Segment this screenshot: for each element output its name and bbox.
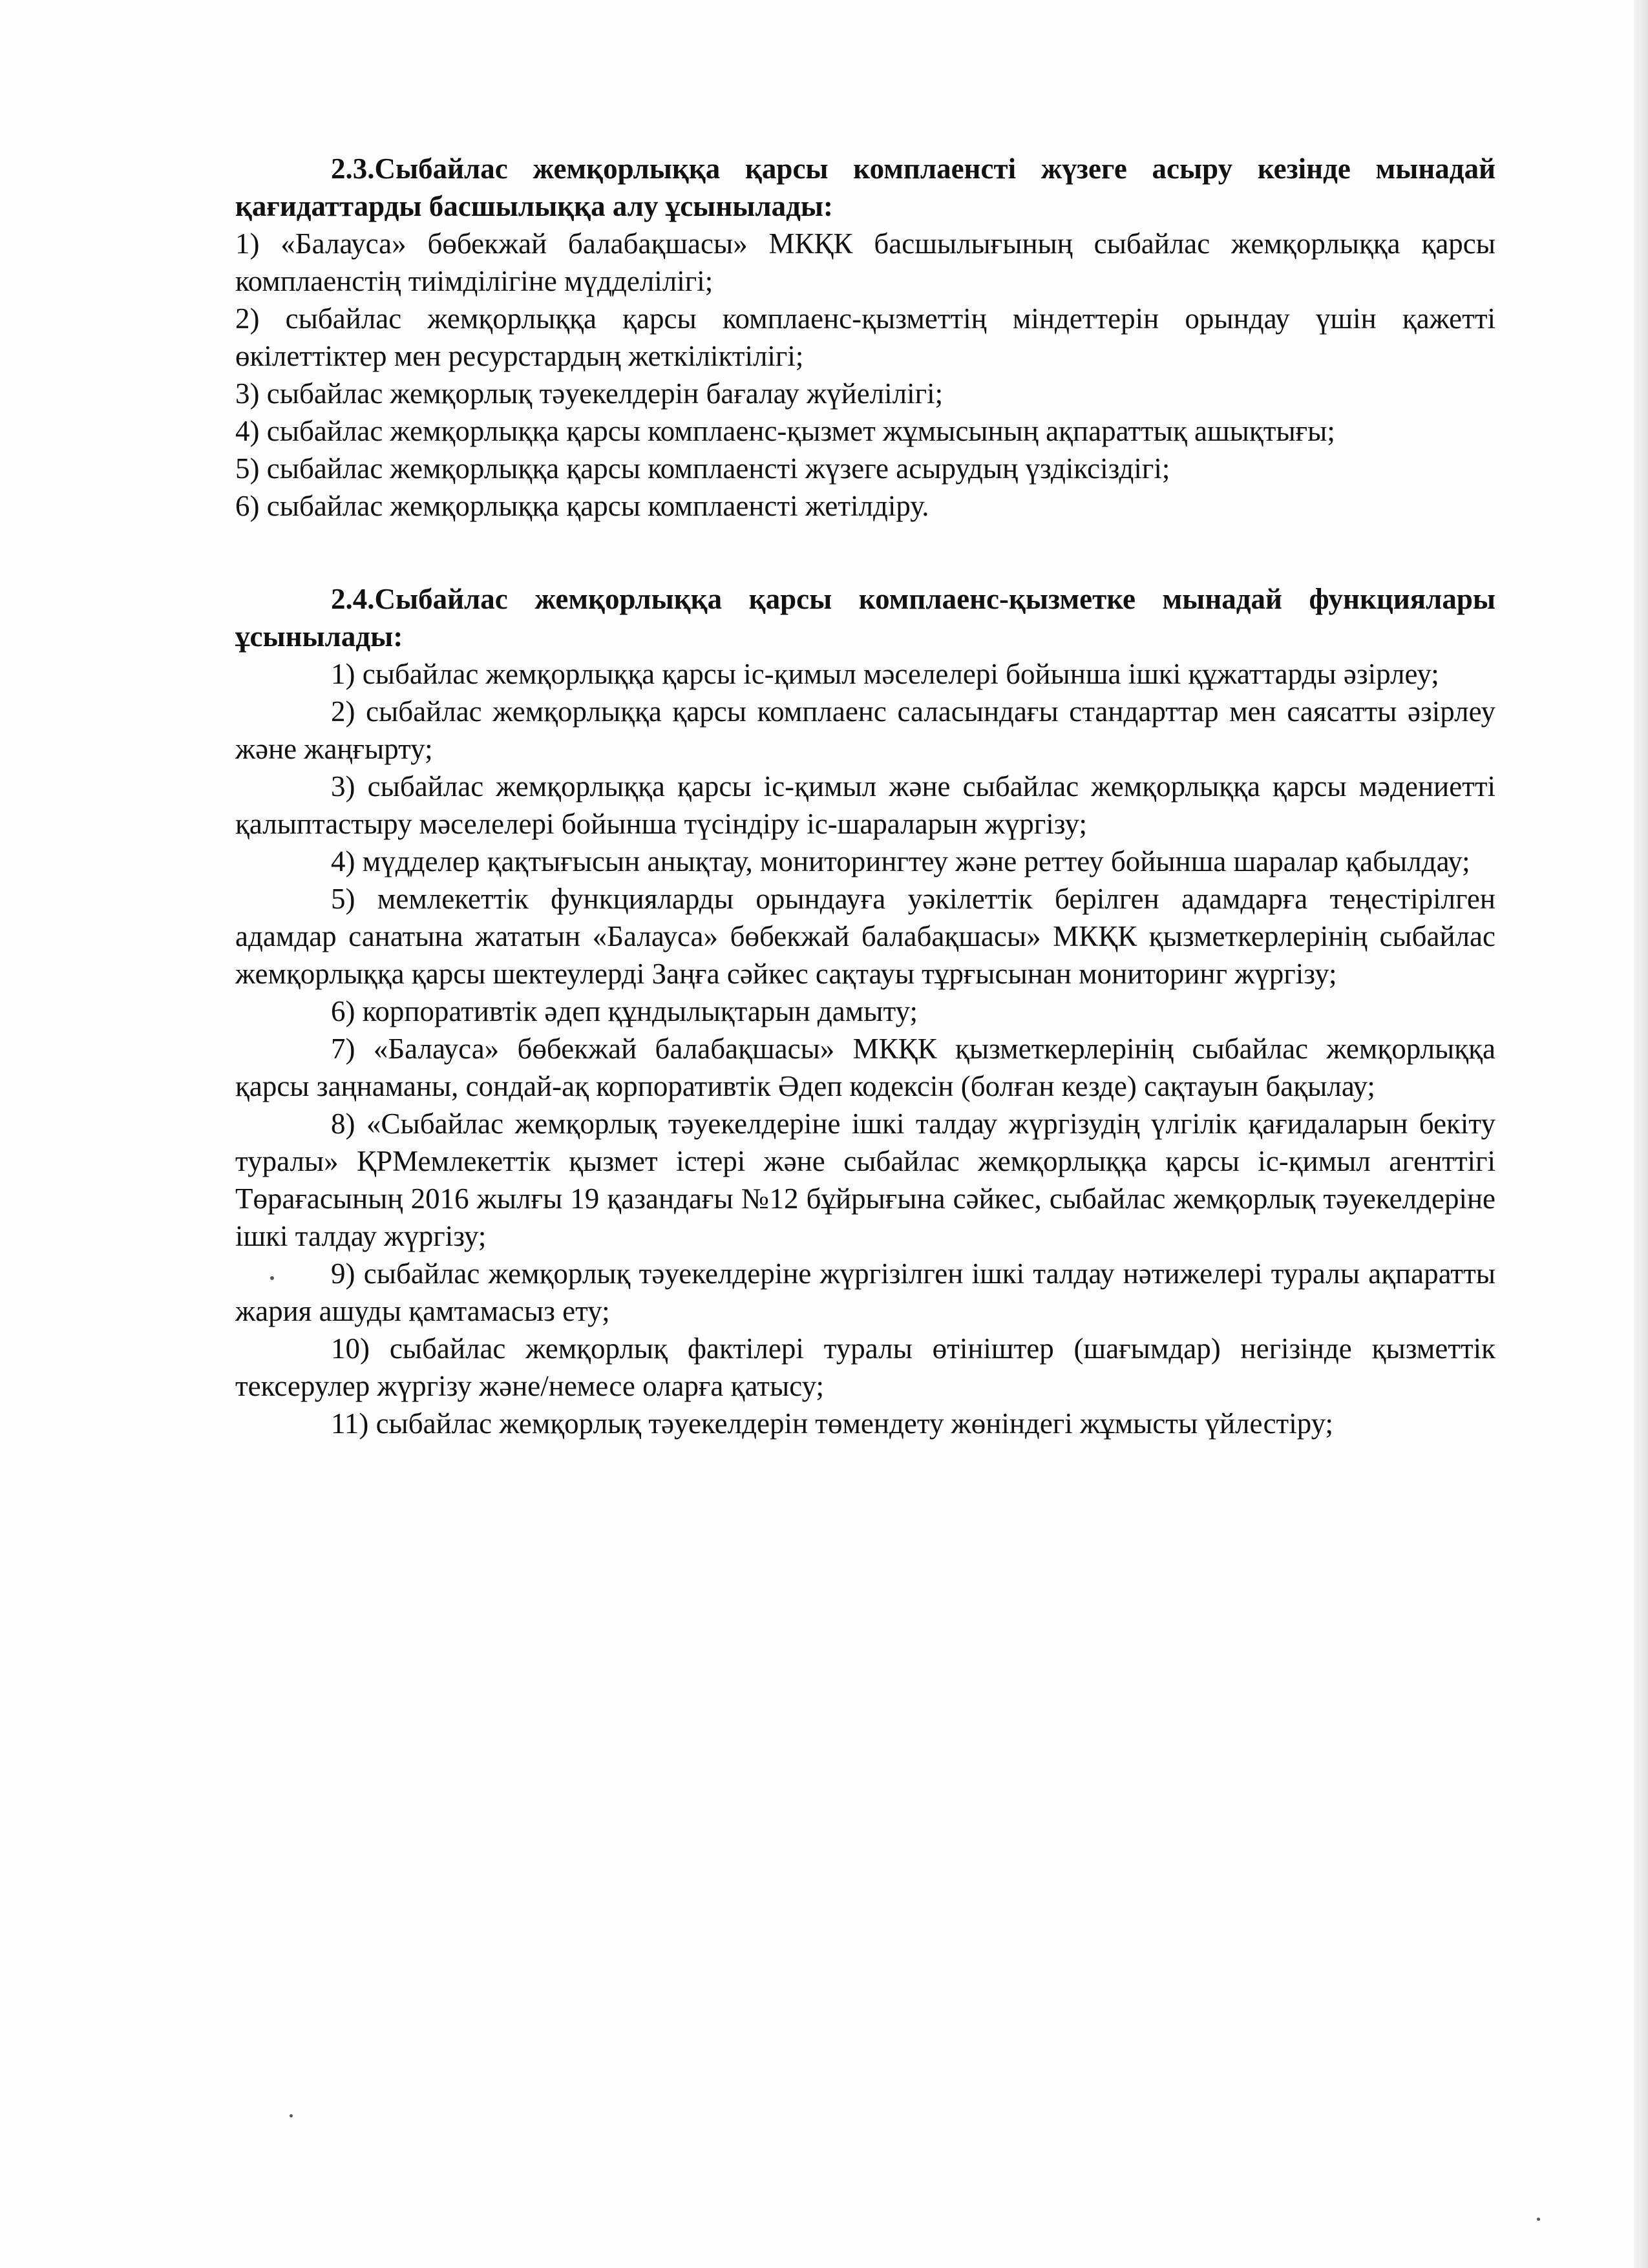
section-2-3-item-5: 5) сыбайлас жемқорлыққа қарсы комплаенсті жүзеге асырудың үздіксіздігі; <box>235 452 1170 485</box>
section-2-4-item-4: 4) мүдделер қақтығысын анықтау, мониторингтеу және реттеу бойынша шаралар қабылдау; <box>331 845 1470 877</box>
section-2-3-item-3: 3) сыбайлас жемқорлық тәуекелдерін бағалау жүйелілігі; <box>235 377 944 410</box>
document-body <box>235 150 1495 1442</box>
section-2-3-item-2: 2) сыбайлас жемқорлыққа қарсы комплаенс-қызметтің міндеттерін орындау үшін қажетті өкілеттіктер мен ресурстардың жеткіліктілігі; <box>235 302 1495 372</box>
section-2-3-item-6: 6) сыбайлас жемқорлыққа қарсы комплаенсті жетілдіру. <box>235 490 929 522</box>
section-2-4-item-5: 5) мемлекеттік функцияларды орындауға уәкілеттік берілген адамдарға теңестірілген адамдар санатына жататын «Балауса» бөбекжай балабақшасы» МКҚК қызметкерлерінің сыбайлас жемқорлыққа қарсы шектеулерді Заңға сәйкес сақтауы тұрғысынан мониторинг жүргізу; <box>235 883 1495 990</box>
scan-speck <box>290 2114 293 2117</box>
section-2-4-item-6: 6) корпоративтік әдеп құндылықтарын дамыту; <box>331 995 918 1027</box>
page-edge-shadow <box>1634 0 1648 2268</box>
section-2-4-item-1: 1) сыбайлас жемқорлыққа қарсы іс-қимыл мәселелері бойынша ішкі құжаттарды әзірлеу; <box>331 658 1439 690</box>
section-2-3-heading: 2.3.Сыбайлас жемқорлыққа қарсы комплаенсті жүзеге асыру кезінде мынадай қағидаттарды басшылыққа алу ұсынылады: <box>235 152 1495 222</box>
scan-speck <box>270 1276 274 1280</box>
section-2-3-item-1: 1) «Балауса» бөбекжай балабақшасы» МКҚК басшылығының сыбайлас жемқорлыққа қарсы комплаенстің тиімділігіне мүдделілігі; <box>235 227 1495 297</box>
section-spacer <box>235 525 1495 580</box>
section-2-4-item-9: 9) сыбайлас жемқорлық тәуекелдеріне жүргізілген ішкі талдау нәтижелері туралы ақпаратты жария ашуды қамтамасыз ету; <box>235 1257 1495 1327</box>
section-2-4-item-2: 2) сыбайлас жемқорлыққа қарсы комплаенс саласындағы стандарттар мен саясатты әзірлеу және жаңғырту; <box>235 695 1495 765</box>
section-2-4-item-11: 11) сыбайлас жемқорлық тәуекелдерін төмендету жөніндегі жұмысты үйлестіру; <box>331 1407 1334 1440</box>
section-2-4-item-3: 3) сыбайлас жемқорлыққа қарсы іс-қимыл және сыбайлас жемқорлыққа қарсы мәдениетті қалыптастыру мәселелері бойынша түсіндіру іс-шараларын жүргізу; <box>235 770 1495 840</box>
section-2-3-item-4: 4) сыбайлас жемқорлыққа қарсы комплаенс-қызмет жұмысының ақпараттық ашықтығы; <box>235 415 1335 447</box>
section-2-4-item-10: 10) сыбайлас жемқорлық фактілері туралы өтініштер (шағымдар) негізінде қызметтік тексерулер жүргізу және/немесе оларға қатысу; <box>235 1332 1495 1402</box>
scan-speck <box>1537 2218 1540 2221</box>
section-2-4-item-8: 8) «Сыбайлас жемқорлық тәуекелдеріне ішкі талдау жүргізудің үлгілік қағидаларын бекіту туралы» ҚРМемлекеттік қызмет істері және сыбайлас жемқорлыққа қарсы іс-қимыл агенттігі Төрағасының 2016 жылғы 19 қазандағы №12 бұйрығына сәйкес, сыбайлас жемқорлық тәуекелдеріне ішкі талдау жүргізу; <box>235 1108 1495 1252</box>
section-2-4-item-7: 7) «Балауса» бөбекжай балабақшасы» МКҚК қызметкерлерінің сыбайлас жемқорлыққа қарсы заңнаманы, сондай-ақ корпоративтік Әдеп кодексін (болған кезде) сақтауын бақылау; <box>235 1033 1495 1102</box>
section-2-4-heading: 2.4.Сыбайлас жемқорлыққа қарсы комплаенс-қызметке мынадай функциялары ұсынылады: <box>235 583 1495 653</box>
